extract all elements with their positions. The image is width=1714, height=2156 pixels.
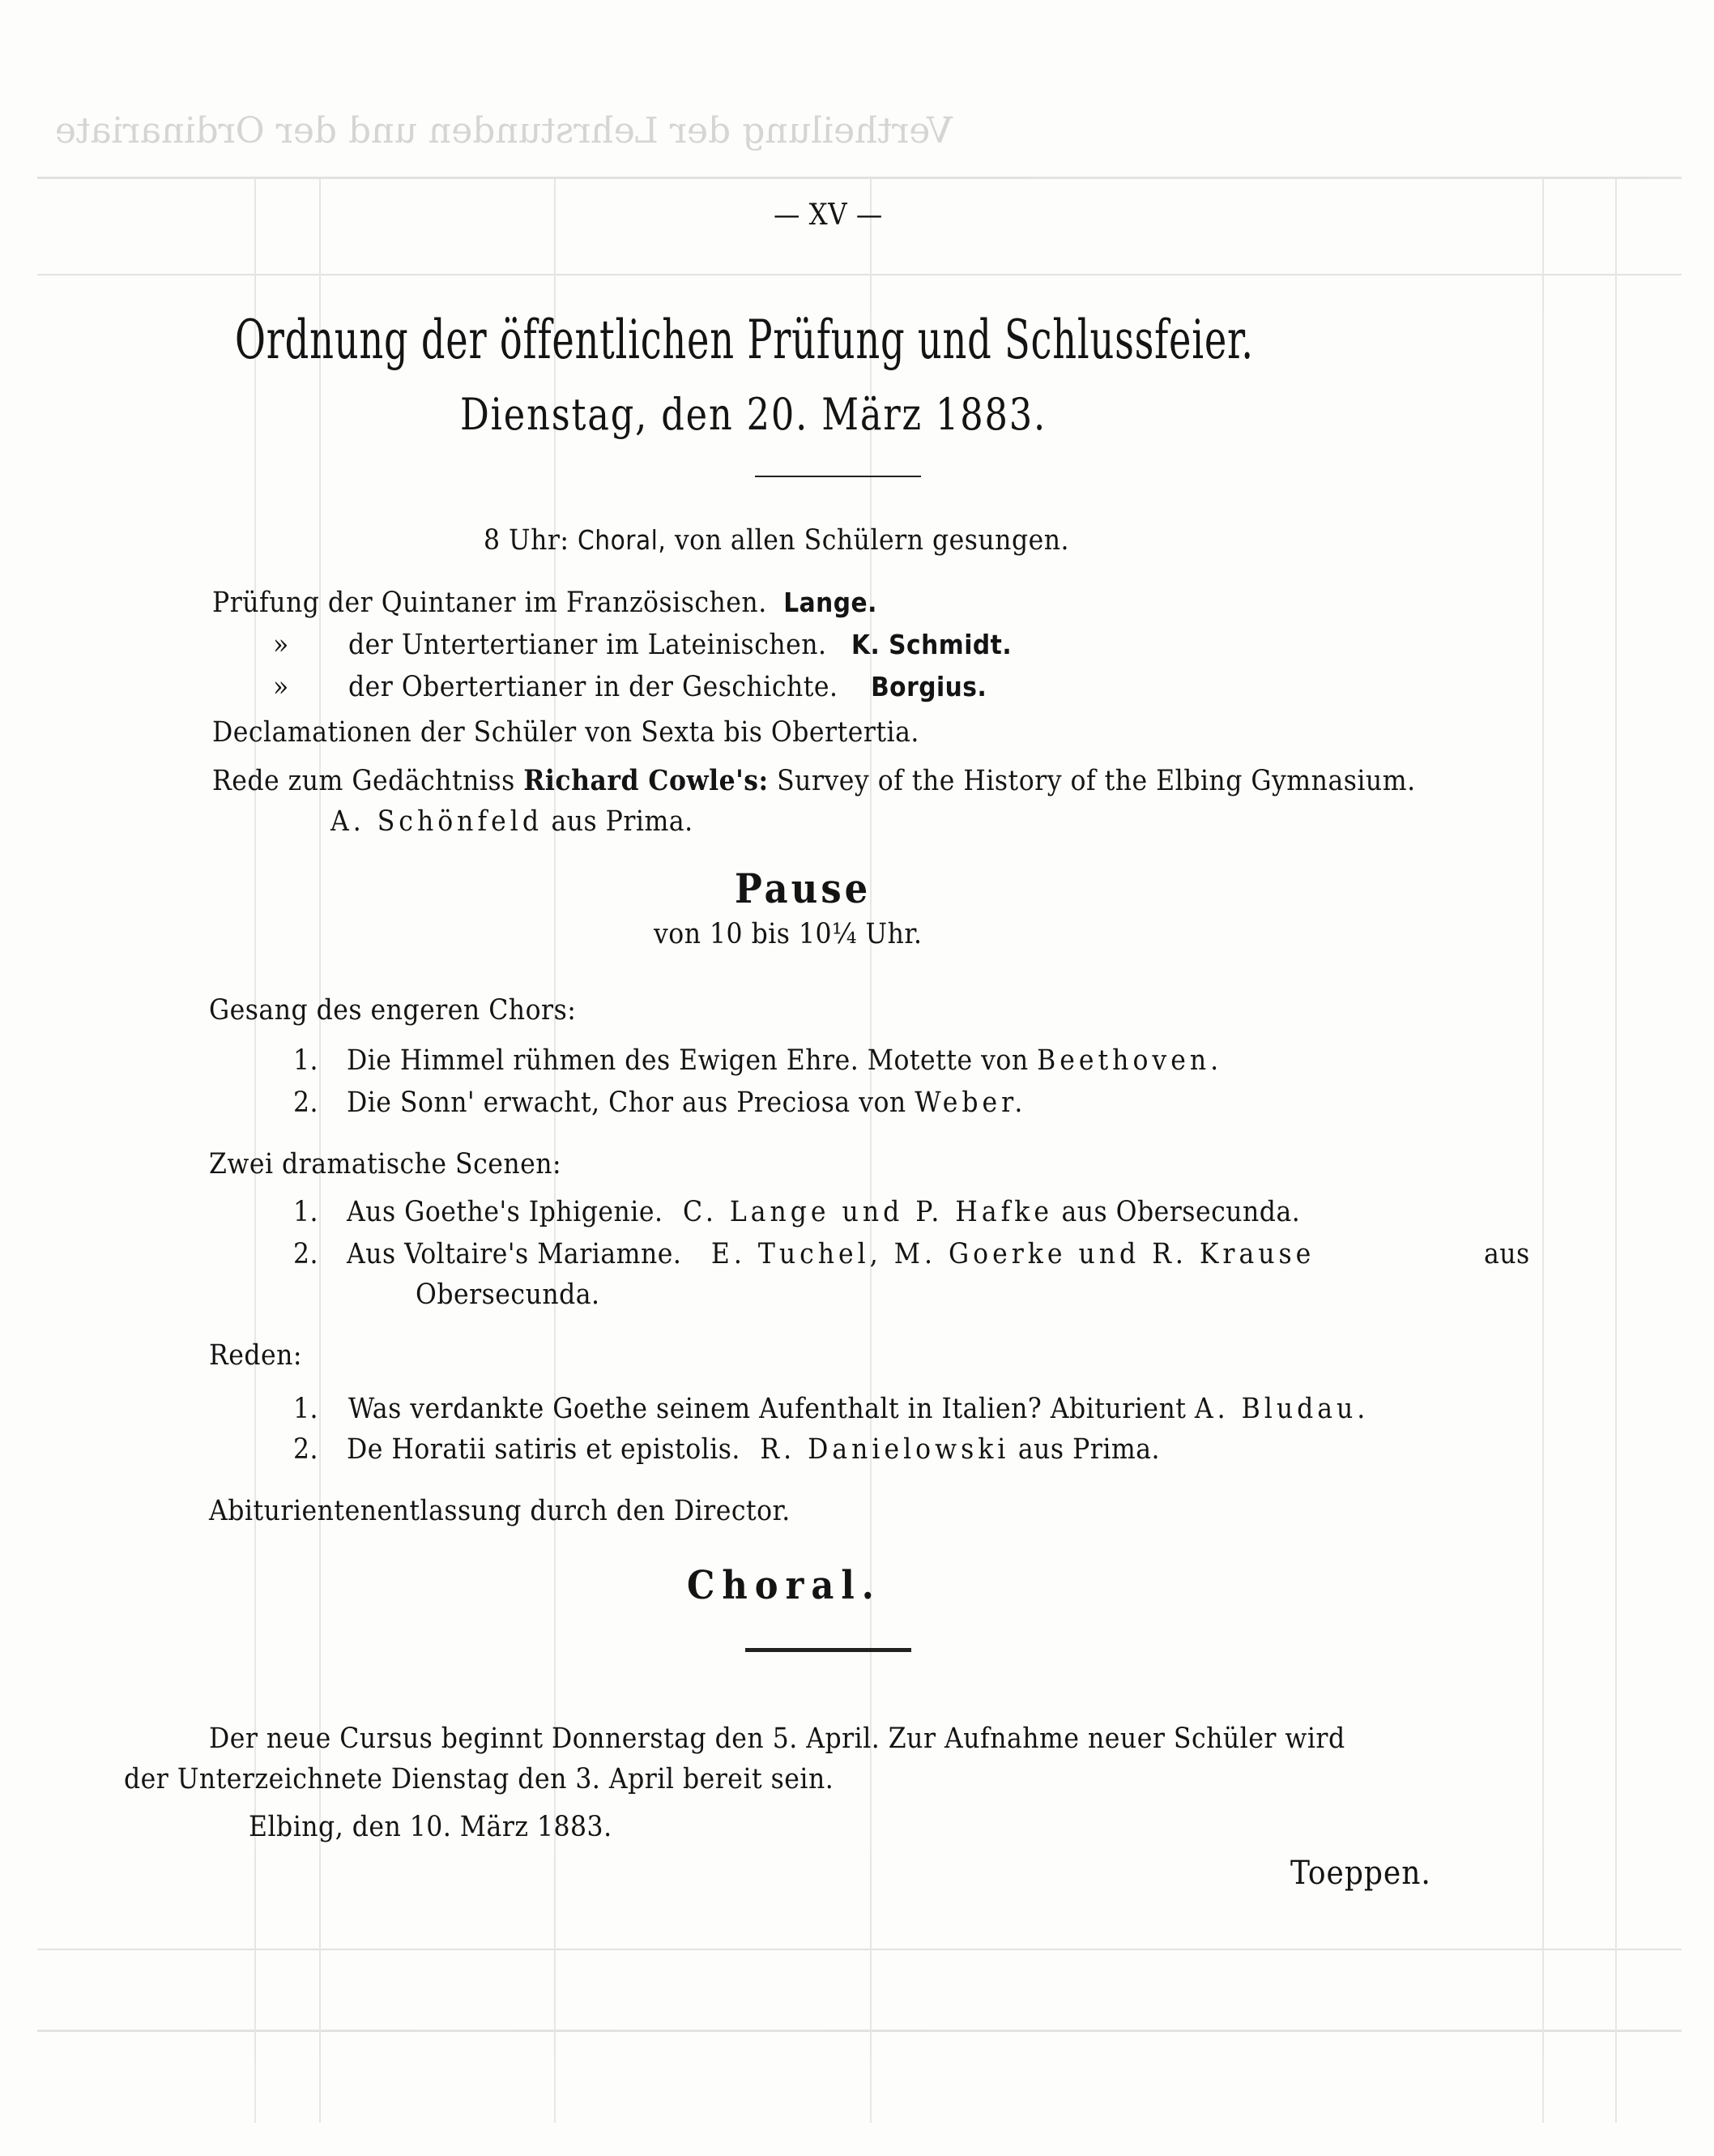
page-number: — XV — [774, 199, 883, 232]
speech-item-2-num: 2. [293, 1433, 319, 1466]
choir-item-composer: Weber. [915, 1087, 1027, 1119]
scene-item-2 [347, 1240, 1315, 1269]
scene-item-2-num: 2. [293, 1238, 319, 1270]
scene-item-1 [347, 1198, 1300, 1227]
memorial-speaker-line [330, 805, 693, 838]
place-date: Elbing, den 10. März 1883. [249, 1811, 612, 1843]
scene-item-performers: E. Tuchel, M. Goerke und R. Krause [710, 1238, 1315, 1270]
speech-item-text: Was verdankte Goethe seinem Aufenthalt in Italien? Abiturient [348, 1393, 1187, 1425]
speech-item-1 [348, 1395, 1369, 1424]
exam-text: Prüfung der Quintaner im Französischen. [212, 587, 767, 619]
memorial-speaker: A. Schönfeld [330, 805, 543, 838]
exam-line-2 [348, 631, 1012, 660]
scene-item-text: Aus Voltaire's Mariamne. [347, 1238, 682, 1270]
speech-item-suffix: aus Prima. [1017, 1433, 1161, 1466]
opening-time: 8 Uhr: [484, 524, 569, 557]
scenes-heading: Zwei dramatische Scenen: [209, 1148, 562, 1180]
speech-item-text: De Horatii satiris et epistolis. [347, 1433, 740, 1466]
memorial-speaker-suffix: aus Prima. [551, 805, 693, 838]
memorial-title: Survey of the History of the Elbing Gymnasium. [777, 765, 1416, 797]
exam-teacher: Borgius. [871, 671, 987, 702]
bleed-through-heading: Vertheilung der Lehrstunden und der Ordinariate [54, 110, 953, 152]
speech-item-1-num: 1. [293, 1393, 319, 1425]
choir-item-text: Die Sonn' erwacht, Chor aus Preciosa von [347, 1087, 906, 1119]
exam-line-1 [212, 589, 877, 617]
date-heading: Dienstag, den 20. März 1883. [460, 389, 1047, 440]
dismissal-line: Abiturientenentlassung durch den Director. [209, 1495, 791, 1527]
speech-item-speaker: R. Danielowski [760, 1433, 1010, 1466]
exam-teacher: Lange. [783, 587, 877, 618]
exam-text: der Obertertianer in der Geschichte. [348, 671, 838, 703]
pause-heading: Pause [735, 865, 872, 912]
divider-rule [755, 476, 921, 477]
exam-mark-3: » [273, 671, 289, 703]
exam-text: der Untertertianer im Lateinischen. [348, 629, 827, 661]
speech-item-speaker: A. Bludau. [1194, 1393, 1370, 1425]
scene-item-1-num: 1. [293, 1196, 319, 1228]
scene-item-text: Aus Goethe's Iphigenie. [347, 1196, 663, 1228]
choir-item-composer: Beethoven. [1037, 1044, 1223, 1077]
exam-mark-2: » [273, 629, 289, 661]
choir-item-2-num: 2. [293, 1087, 319, 1119]
opening-line [484, 524, 1070, 557]
speech-item-2 [347, 1433, 1161, 1466]
scene-item-2-suffix: aus [1484, 1238, 1530, 1270]
closing-rule [745, 1648, 911, 1652]
choir-item-2 [347, 1089, 1026, 1117]
opening-detail: von allen Schülern gesungen. [674, 524, 1070, 557]
exam-line-3 [348, 673, 987, 702]
speeches-heading: Reden: [209, 1339, 303, 1372]
scene-item-performers: C. Lange und P. Hafke [682, 1196, 1053, 1228]
opening-event: Choral, [578, 524, 667, 556]
choir-item-1 [347, 1044, 1223, 1077]
scene-item-2-continuation: Obersecunda. [416, 1279, 600, 1311]
signature: Toeppen. [1290, 1855, 1431, 1892]
exam-teacher: K. Schmidt. [851, 629, 1013, 660]
memorial-prefix: Rede zum Gedächtniss [212, 765, 515, 797]
choir-heading: Gesang des engeren Chors: [209, 994, 577, 1027]
notice-line-1: Der neue Cursus beginnt Donnerstag den 5. April. Zur Aufnahme neuer Schüler wird [209, 1723, 1345, 1755]
scene-item-suffix: aus Obersecunda. [1061, 1196, 1301, 1228]
page-title: Ordnung der öffentlichen Prüfung und Schlussfeier. [235, 309, 1254, 371]
closing-choral: Choral. [687, 1563, 881, 1608]
pause-time: von 10 bis 10¼ Uhr. [654, 918, 923, 950]
choir-item-text: Die Himmel rühmen des Ewigen Ehre. Motette von [347, 1044, 1029, 1077]
memorial-speech-line [212, 766, 1416, 796]
memorial-name: Richard Cowle's: [523, 764, 769, 797]
declamations-line: Declamationen der Schüler von Sexta bis Obertertia. [212, 716, 919, 749]
choir-item-1-num: 1. [293, 1044, 319, 1077]
notice-line-2: der Unterzeichnete Dienstag den 3. April bereit sein. [124, 1763, 834, 1795]
